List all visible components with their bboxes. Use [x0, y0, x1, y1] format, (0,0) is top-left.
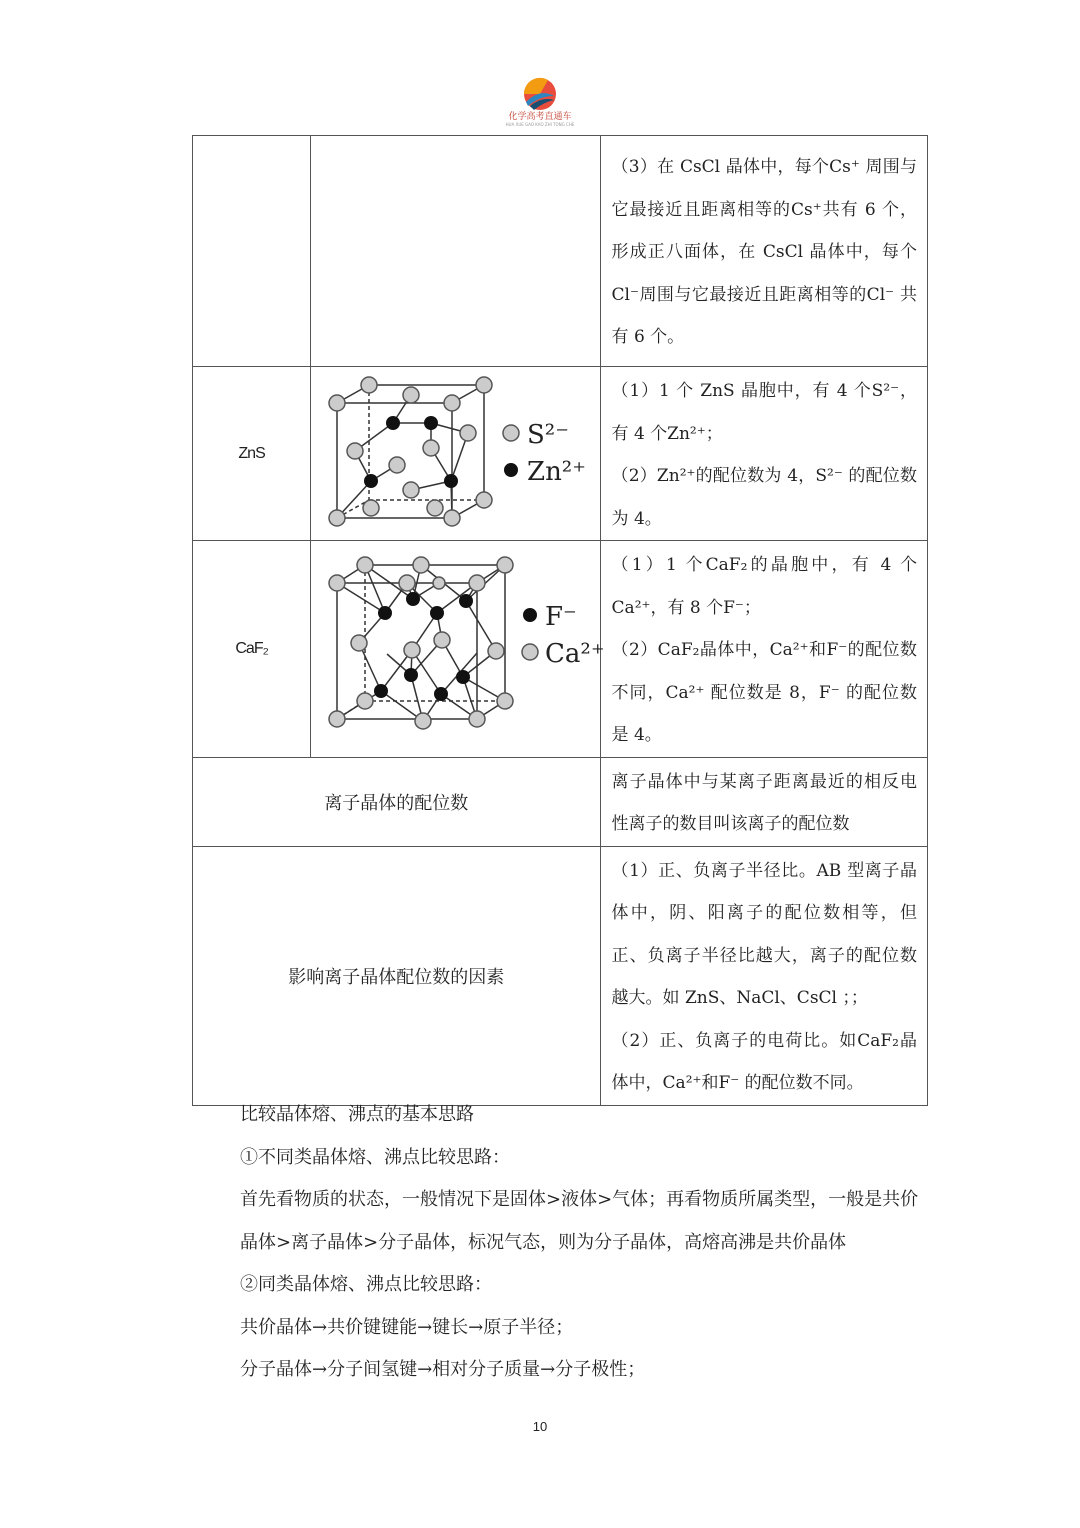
- caf2-name: CaF₂: [193, 541, 311, 758]
- logo-icon: [520, 76, 560, 112]
- logo-subtext: HUA XUE GAO KAO ZHI TONG CHE: [505, 122, 575, 127]
- zns-desc-line: （2）Zn²⁺的配位数为 4，S²⁻ 的配位数为 4。: [611, 466, 917, 529]
- caf2-desc-line: （2）CaF₂晶体中，Ca²⁺和F⁻的配位数不同，Ca²⁺ 配位数是 8，F⁻ 的配位数是 4。: [611, 640, 917, 745]
- caf2-figure-cell: [311, 541, 605, 758]
- coordination-label: 离子晶体的配位数: [193, 757, 601, 846]
- table-row-factors: [193, 846, 928, 1105]
- caf2-unit-cell-diagram: [315, 547, 605, 747]
- body-line: 首先看物质的状态，一般情况下是固体>液体>气体；再看物质所属类型，一般是共价晶体>离子晶体>分子晶体，标况气态，则为分子晶体，高熔高沸是共价晶体: [240, 1189, 919, 1253]
- factors-desc-line: （2）正、负离子的电荷比。如CaF₂晶体中，Ca²⁺和F⁻ 的配位数不同。: [611, 1030, 917, 1093]
- table-row-zns: [193, 367, 928, 541]
- body-line: ②同类晶体熔、沸点比较思路：: [240, 1274, 492, 1295]
- body-line: 共价晶体→共价键键能→键长→原子半径；: [240, 1316, 574, 1338]
- table-row-caf2: [193, 541, 928, 758]
- table-row-coordination: [193, 757, 928, 846]
- zns-legend-zn: Zn²⁺: [527, 456, 587, 487]
- crystal-table: [192, 135, 928, 1106]
- factors-desc: [600, 846, 927, 1105]
- logo-text: 化学高考直通车: [508, 112, 572, 122]
- zns-figure-cell: [311, 367, 600, 541]
- zns-legend-s: S²⁻: [527, 419, 570, 450]
- caf2-legend-ca: Ca²⁺: [545, 638, 605, 669]
- table-row-cscl: [193, 136, 928, 367]
- coordination-desc: 离子晶体中与某离子距离最近的相反电性离子的数目叫该离子的配位数: [600, 757, 927, 846]
- body-text: [240, 1094, 930, 1392]
- zns-name: ZnS: [193, 367, 311, 541]
- caf2-legend-f: F⁻: [545, 601, 578, 632]
- zns-unit-cell-diagram: [315, 371, 595, 533]
- factors-label: 影响离子晶体配位数的因素: [193, 846, 601, 1105]
- cscl-figure-cell: [311, 136, 600, 367]
- page-number: 10: [532, 1419, 548, 1434]
- cscl-name-cell: [193, 136, 311, 367]
- body-line: 分子晶体→分子间氢键→相对分子质量→分子极性；: [240, 1359, 646, 1380]
- caf2-desc-line: （1）1 个CaF₂的晶胞中，有 4 个Ca²⁺，有 8 个F⁻；: [611, 555, 917, 618]
- cscl-desc: （3）在 CsCl 晶体中，每个Cs⁺ 周围与它最接近且距离相等的Cs⁺共有 6 个，形成正八面体，在 CsCl 晶体中，每个Cl⁻周围与它最接近且距离相等的Cl⁻ 共有 6 个。: [600, 136, 927, 367]
- zns-desc: [600, 367, 927, 541]
- header-logo: [500, 76, 580, 132]
- body-line: ①不同类晶体熔、沸点比较思路：: [240, 1146, 510, 1168]
- factors-desc-line: （1）正、负离子半径比。AB 型离子晶体中，阴、阳离子的配位数相等，但正、负离子半径比越大，离子的配位数越大。如 ZnS、NaCl、CsCl ；；: [611, 860, 917, 1008]
- caf2-desc: [600, 541, 927, 758]
- zns-desc-line: （1）1 个 ZnS 晶胞中，有 4 个S²⁻，有 4 个Zn²⁺；: [611, 381, 917, 444]
- body-line: 比较晶体熔、沸点的基本思路: [240, 1104, 474, 1125]
